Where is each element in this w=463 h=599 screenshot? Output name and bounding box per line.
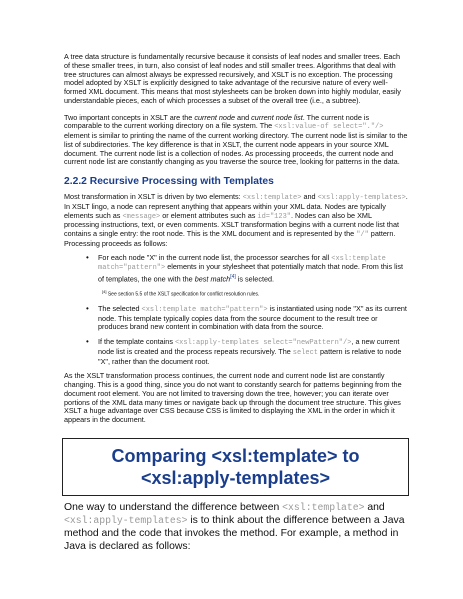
list-item (64, 254, 408, 299)
footnote (102, 288, 408, 299)
code-id-attribute: id="123" (257, 212, 291, 221)
paragraph-current-node (64, 114, 408, 168)
page-content (64, 53, 408, 554)
footnote-reference-link[interactable]: [4] (230, 274, 236, 280)
code-template: <xsl:template> (282, 501, 365, 513)
text: and (364, 501, 385, 513)
bullet-icon: • (86, 337, 89, 347)
text: If the template contains (98, 337, 175, 347)
list-item (64, 338, 408, 366)
paragraph-transformation: As the XSLT transformation process continues, the current node and current node list are constantly changing. This is a good thing, since you do not want to constantly search for patterns beginning from the document root element. You are not limited to traversing down the tree, however; you can iterate over portions of the XML data many times or navigate back up through the document tree structure. This gives XSLT a huge advantage over CSS because CSS is limited to displaying the XML in the order in which it appears in the document. (64, 371, 402, 425)
footnote-text: See section 5.5 of the XSLT specification for conflict resolution rules. (106, 291, 260, 298)
text: One way to understand the difference between (64, 501, 283, 513)
bullet-icon: • (86, 303, 89, 313)
text: . In XSLT lingo, a node can represent anything that appears within your XML data. Nodes are typically elements such as (64, 192, 408, 220)
text: Two important concepts in XSLT are the (64, 112, 195, 122)
bullet-icon: • (86, 252, 89, 262)
section-heading: 2.2.2 Recursive Processing with Templates (64, 176, 274, 187)
code-template-match: <xsl:template match="pattern"> (141, 305, 268, 314)
text: The selected (98, 303, 142, 313)
text: , a new current node list is created and the process repeats recursively. The (98, 337, 400, 356)
text: is instantiated using node "X" as its current node. This template typically copies data from the source document to the result tree or produces brand new content in combination with data from the source. (98, 303, 407, 332)
code-apply-templates: <xsl:apply-templates> (317, 194, 406, 202)
text: elements in your stylesheet that potentially match that node. From this list of templates, the one with the (98, 262, 403, 284)
code-select: select (292, 348, 318, 357)
list-item-text (86, 303, 408, 332)
list-item-text (86, 337, 408, 366)
term-current-node-list: current node list (251, 112, 303, 122)
text: Most transformation in XSLT is driven by two elements: (64, 192, 243, 201)
code-apply-templates-select: <xsl:apply-templates select="newPattern"/> (174, 339, 352, 348)
intro-paragraph: A tree data structure is fundamentally recursive because it consists of leaf nodes and smaller trees. Each of these smaller trees, in turn, also consist of leaf nodes and still smaller trees. Algorithms that deal with tree structures can almost always be expressed recursively, and XSLT is no exception. The processing model adopted by XSLT is explicitly designed to take advantage of the recursive nature of every well-formed XML document. This means that most stylesheets can be broken down into highly modular, easily understandable pieces, each of which processes a subset of the overall tree (i.e., a subtree). (64, 52, 401, 105)
text: pattern is relative to node "X", rather than the document root. (98, 346, 402, 366)
text: . Nodes can also be XML processing instructions, text, or even comments. XSLT transformation begins with a current node list that contains a single entry: the root node. This is the XML document and is represented by the (64, 210, 400, 238)
code-message: <message> (122, 212, 161, 221)
sidebar-box (62, 438, 409, 496)
processing-steps-list (64, 254, 408, 367)
text: For each node "X" in the current node list, the processor searches for all (98, 252, 332, 262)
text: or element attributes such as (160, 210, 258, 220)
code-template: <xsl:template> (242, 194, 302, 202)
code-value-of: <xsl:value-of select="."/> (274, 123, 384, 132)
sidebar-paragraph (64, 501, 408, 554)
text: is to think about the difference between a Java method and the code that invokes the method. For example, a method in Java is declared as follows: (64, 515, 405, 553)
code-apply-templates: <xsl:apply-templates> (64, 515, 188, 527)
term-current-node: current node (194, 112, 236, 122)
text: element is similar to printing the name of the current working directory. The current node list is similar to the list of subdirectories. The key difference is that in XSLT, the current node appears in your source XML document. The current node list is a collection of nodes. As processing proceeds, the current node and current node list are constantly changing as you traverse the source tree, looking for patterns in the data. (64, 131, 408, 167)
sidebar-title: Comparing <xsl:template> to <xsl:apply-templates> (111, 445, 360, 488)
list-item-text (86, 252, 408, 285)
text: and (301, 192, 318, 201)
text: and (235, 112, 252, 122)
term-best-match: best match (194, 274, 231, 284)
text: . The current node is comparable to the current working directory on a file system. The (64, 112, 370, 131)
code-template-match: <xsl:template match="pattern"> (98, 254, 386, 273)
list-item (64, 305, 408, 332)
code-root-pattern: "/" (356, 231, 369, 239)
footnote-marker: [4] (102, 289, 107, 295)
text: pattern. Processing proceeds as follows: (64, 229, 396, 248)
paragraph-templates (64, 193, 408, 249)
text: is selected. (235, 274, 275, 284)
